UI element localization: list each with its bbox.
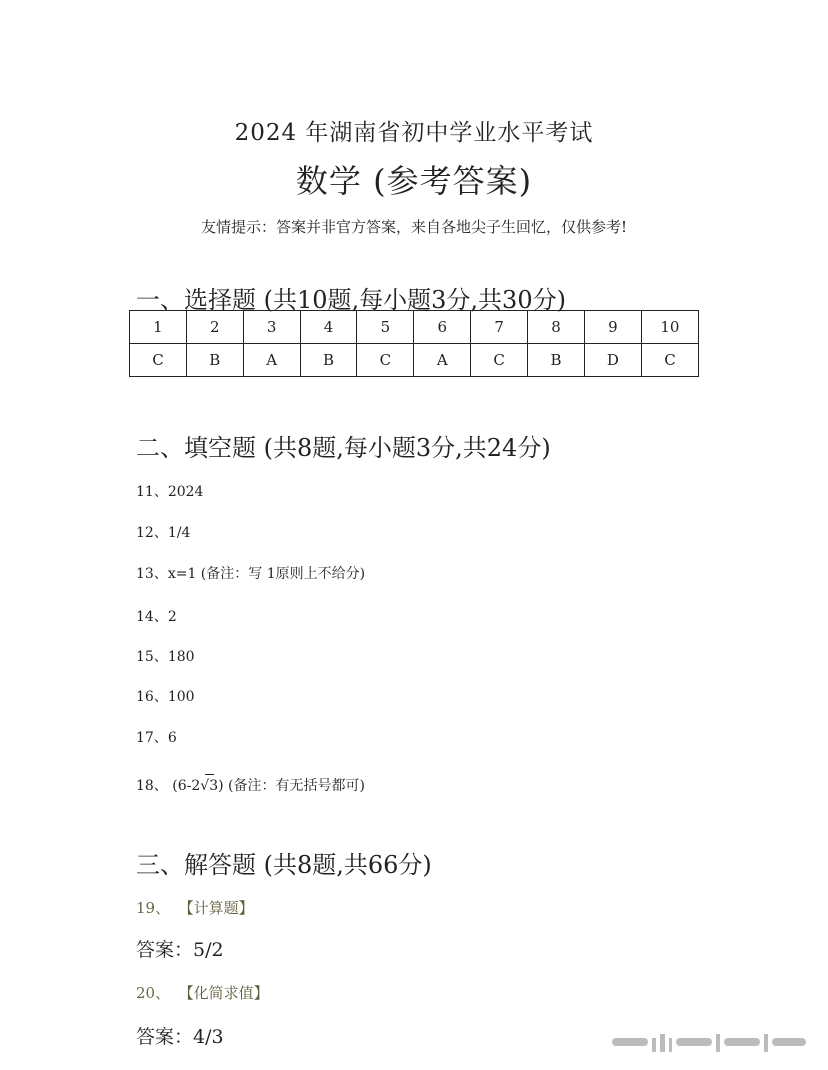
page-subtitle: 数学 (参考答案) <box>295 162 533 200</box>
question-19-tag: 【计算题】 <box>186 899 254 917</box>
table-cell-answer: A <box>243 344 300 377</box>
question-20-label <box>136 982 269 1003</box>
sqrt-expression <box>200 778 218 794</box>
table-cell-number: 1 <box>130 311 187 344</box>
list-item: 13、x=1 (备注：写 1原则上不给分) <box>136 566 366 582</box>
list-item-18 <box>136 775 365 795</box>
section-fill-title: 二、填空题 (共8题,每小题3分,共24分) <box>136 434 551 462</box>
table-row <box>130 311 699 344</box>
table-cell-number: 8 <box>528 311 585 344</box>
table-cell-number: 7 <box>471 311 528 344</box>
section-solve-title: 三、解答题 (共8题,共66分) <box>136 851 432 879</box>
table-cell-answer: C <box>357 344 414 377</box>
question-19-answer: 答案：5/2 <box>136 939 224 961</box>
table-cell-number: 9 <box>584 311 641 344</box>
table-cell-number: 4 <box>300 311 357 344</box>
list-item: 11、2024 <box>136 484 204 500</box>
item18-prefix: 18、 (6-2 <box>136 778 201 794</box>
table-cell-answer: C <box>471 344 528 377</box>
table-cell-number: 6 <box>414 311 471 344</box>
question-19-number: 19、 <box>136 899 171 917</box>
table-cell-number: 2 <box>186 311 243 344</box>
barcode-watermark-icon <box>612 1028 808 1058</box>
notice-text: 友情提示：答案并非官方答案，来自各地尖子生回忆，仅供参考! <box>200 218 628 236</box>
table-cell-number: 10 <box>641 311 698 344</box>
list-item: 17、6 <box>136 730 177 746</box>
table-cell-answer: A <box>414 344 471 377</box>
table-cell-answer: B <box>528 344 585 377</box>
question-19-label <box>136 897 254 918</box>
list-item: 12、1/4 <box>136 525 191 541</box>
table-row <box>130 344 699 377</box>
list-item: 14、2 <box>136 609 177 625</box>
question-20-number: 20、 <box>136 984 171 1002</box>
table-cell-answer: C <box>641 344 698 377</box>
table-cell-number: 3 <box>243 311 300 344</box>
table-cell-answer: D <box>584 344 641 377</box>
list-item: 16、100 <box>136 689 195 705</box>
question-20-answer: 答案：4/3 <box>136 1026 224 1048</box>
sqrt-bar <box>205 774 214 775</box>
choice-answer-table <box>129 310 699 377</box>
sqrt-radical: √3 <box>200 778 219 794</box>
table-cell-answer: B <box>186 344 243 377</box>
question-20-tag: 【化简求值】 <box>186 984 269 1002</box>
list-item: 15、180 <box>136 649 195 665</box>
section-choice-title: 一、选择题 (共10题,每小题3分,共30分) <box>136 286 566 314</box>
table-cell-number: 5 <box>357 311 414 344</box>
table-cell-answer: B <box>300 344 357 377</box>
page-title: 2024 年湖南省初中学业水平考试 <box>234 120 594 146</box>
table-cell-answer: C <box>130 344 187 377</box>
item18-suffix: ) (备注：有无括号都可) <box>218 778 365 794</box>
